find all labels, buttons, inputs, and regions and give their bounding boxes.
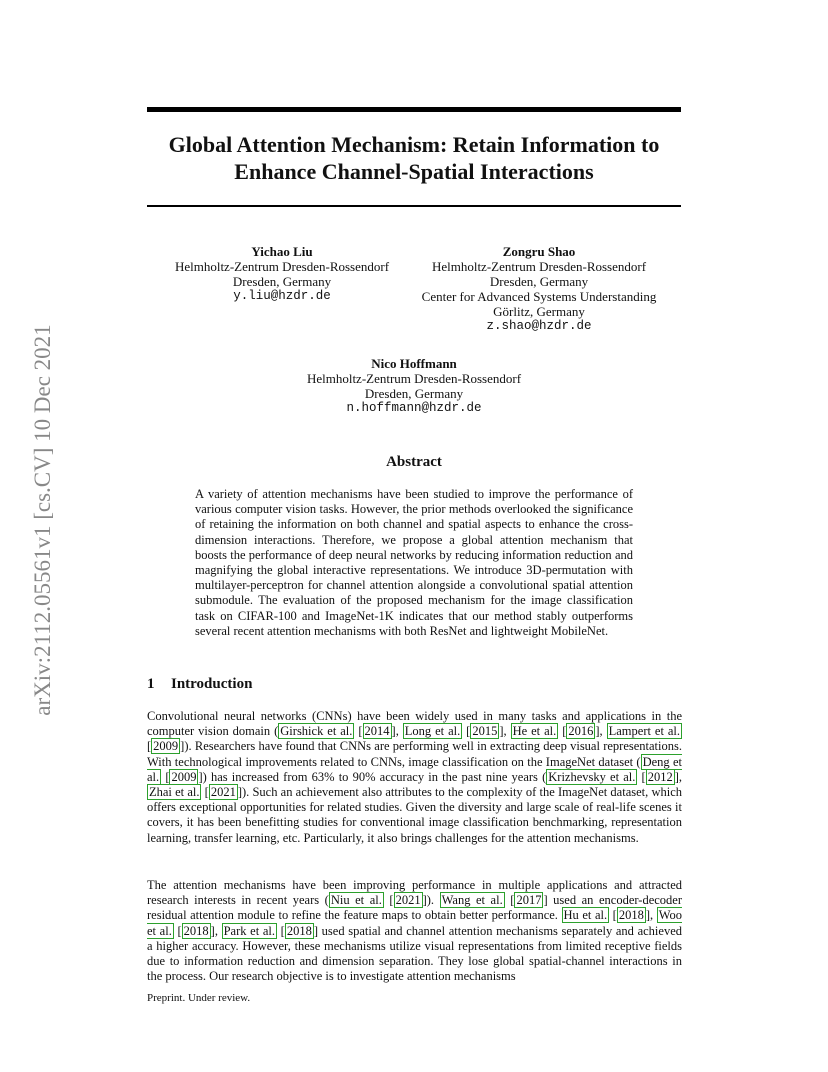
citation-link[interactable]: Lampert et al. xyxy=(608,724,681,739)
author-email[interactable]: y.liu@hzdr.de xyxy=(233,289,331,303)
author-name: Yichao Liu xyxy=(251,244,313,259)
author-location: Dresden, Germany xyxy=(489,274,589,289)
body-text: Convolutional neural networks (CNNs) have been widely used in many tasks and applications in the computer vision domain ( xyxy=(147,709,682,739)
body-text: , xyxy=(214,923,222,938)
citation-year-link[interactable]: 2009 xyxy=(171,769,197,784)
body-text: , xyxy=(395,724,403,739)
author-email[interactable]: n.hoffmann@hzdr.de xyxy=(346,401,482,415)
section-number: 1 xyxy=(147,676,155,692)
citation-year-link[interactable]: 2021 xyxy=(395,893,421,908)
author-affiliation-2: Center for Advanced Systems Understanding xyxy=(421,289,657,304)
author-email[interactable]: z.shao@hzdr.de xyxy=(486,319,592,333)
author-name: Nico Hoffmann xyxy=(371,356,457,371)
page-footer: Preprint. Under review. xyxy=(147,992,251,1004)
title-line-2: Enhance Channel-Spatial Interactions xyxy=(234,159,594,184)
citation-link[interactable]: Hu et al. xyxy=(563,908,608,923)
author-affiliation: Helmholtz-Zentrum Dresden-Rossendorf xyxy=(306,371,522,386)
author-block-1 xyxy=(147,244,417,304)
section-title: Introduction xyxy=(171,676,253,692)
title-bottom-rule xyxy=(147,205,681,207)
citation-year-link[interactable]: 2018 xyxy=(183,923,209,938)
citation-year-link[interactable]: 2016 xyxy=(568,724,594,739)
body-text: , xyxy=(503,724,511,739)
citation-year-link[interactable]: 2015 xyxy=(472,724,498,739)
author-block-2 xyxy=(404,244,674,334)
citation-link[interactable]: Woo et al. xyxy=(147,908,683,938)
citation-link[interactable]: Long et al. xyxy=(404,724,461,739)
citation-link[interactable]: He et al. xyxy=(512,724,557,739)
body-text: , xyxy=(650,908,657,923)
body-text: , xyxy=(599,724,607,739)
arxiv-identifier[interactable]: arXiv:2112.05561v1 [cs.CV] 10 Dec 2021 xyxy=(30,324,55,716)
citation-year-link[interactable]: 2009 xyxy=(153,739,179,754)
body-text: used an encoder-decoder residual attention module to refine the feature maps to obtain better performance. xyxy=(147,893,682,923)
citation-link[interactable]: Deng et al. xyxy=(147,754,683,784)
author-affiliation: Helmholtz-Zentrum Dresden-Rossendorf xyxy=(174,259,390,274)
author-block-3 xyxy=(264,356,564,416)
body-text: used spatial and channel attention mechanisms separately and achieved a higher accuracy. However, these mechanisms utilize visual representations from limited receptive fields due to information reduction and dimension separation. They lose global spatial-channel interactions in the process. Our research objective is to investigate attention mechanisms xyxy=(147,923,682,984)
abstract-text: A variety of attention mechanisms have been studied to improve the performance of various computer vision tasks. However, the prior methods overlooked the significance of retaining the information on both channel and spatial aspects to enhance the cross-dimension interactions. Therefore, we propose a global attention mechanism that boosts the performance of deep neural networks by reducing information reduction and magnifying the global interactive representations. We introduce 3D-permutation with multilayer-perceptron for channel attention alongside a convolutional spatial attention submodule. The evaluation of the proposed mechanism for the image classification task on CIFAR-100 and ImageNet-1K indicates that our method stably outperforms several recent attention mechanisms with both ResNet and lightweight MobileNet. xyxy=(195,487,633,638)
title-line-1: Global Attention Mechanism: Retain Information to xyxy=(168,132,660,157)
citation-link[interactable]: Wang et al. xyxy=(441,893,503,908)
citation-year-link[interactable]: 2018 xyxy=(286,923,312,938)
citation-year-link[interactable]: 2018 xyxy=(618,908,644,923)
citation-year-link[interactable]: 2021 xyxy=(210,785,236,800)
body-text: The attention mechanisms have been improving performance in multiple applications and attracted research interests in recent years ( xyxy=(147,878,682,908)
body-text: ) has increased from 63% to 90% accuracy in the past nine years ( xyxy=(202,769,547,784)
paper-title xyxy=(100,131,728,185)
citation-link[interactable]: Zhai et al. xyxy=(149,785,200,800)
citation-year-link[interactable]: 2017 xyxy=(516,893,542,908)
citation-link[interactable]: Krizhevsky et al. xyxy=(548,769,636,784)
abstract-heading: Abstract xyxy=(386,454,442,470)
author-location-2: Görlitz, Germany xyxy=(493,304,585,319)
body-text: , xyxy=(678,769,682,784)
body-text: ). Researchers have found that CNNs are performing well in extracting deep visual representations. With technological improvements related to CNNs, image classification on the ImageNet dataset ( xyxy=(147,739,682,769)
intro-paragraph-1: Convolutional neural networks (CNNs) have been widely used in many tasks and applications in the computer vision domain ( Girshick et al. [ 2014 ], Long et al. [ 2015 ], He et al. [ 2016 ], Lampert et al. [ 2009 ]). Researchers have found that CNNs are performing well in extracting deep visual representations. With technological improvements related to CNNs, image classification on the ImageNet dataset ( Deng et al. [ 2009 ]) has increased from 63% to 90% accuracy in the past nine years ( Krizhevsky et al. [ 2012 ], Zhai et al. [ 2021 ]). Such an achievement also attributes to the complexity of the ImageNet dataset, which offers exceptional opportunities for related studies. Given the diversity and large scale of real-life scenes it covers, it has been benefitting studies for conventional image classification benchmarking, representation learning, transfer learning, etc. Particularly, it also brings challenges for the attention mechanisms. xyxy=(147,709,683,845)
body-text: ). Such an achievement also attributes to the complexity of the ImageNet dataset, which offers exceptional opportunities for related studies. Given the diversity and large scale of real-life scenes it covers, it has been benefitting studies for conventional image classification benchmarking, representation learning, transfer learning, etc. Particularly, it also brings challenges for the attention mechanisms. xyxy=(147,785,682,845)
citation-year-link[interactable]: 2014 xyxy=(364,724,390,739)
title-top-rule xyxy=(147,107,681,112)
citation-link[interactable]: Girshick et al. xyxy=(280,724,353,739)
author-location: Dresden, Germany xyxy=(232,274,332,289)
body-text: ). xyxy=(426,893,440,908)
citation-link[interactable]: Niu et al. xyxy=(330,893,382,908)
section-heading xyxy=(147,676,252,693)
author-name: Zongru Shao xyxy=(502,244,576,259)
citation-link[interactable]: Park et al. xyxy=(223,923,275,938)
citation-year-link[interactable]: 2012 xyxy=(647,769,673,784)
intro-paragraph-2: The attention mechanisms have been improving performance in multiple applications and attracted research interests in recent years ( Niu et al. [ 2021 ]). Wang et al. [ 2017 ] used an encoder-decoder residual attention module to refine the feature maps to obtain better performance. Hu et al. [ 2018 ], Woo et al. [ 2018 ], Park et al. [ 2018 ] used spatial and channel attention mechanisms separately and achieved a higher accuracy. However, these mechanisms utilize visual representations from limited receptive fields due to information reduction and dimension separation. They lose global spatial-channel interactions in the process. Our research objective is to investigate attention mechanisms xyxy=(147,878,683,984)
author-affiliation: Helmholtz-Zentrum Dresden-Rossendorf xyxy=(431,259,647,274)
author-location: Dresden, Germany xyxy=(364,386,464,401)
